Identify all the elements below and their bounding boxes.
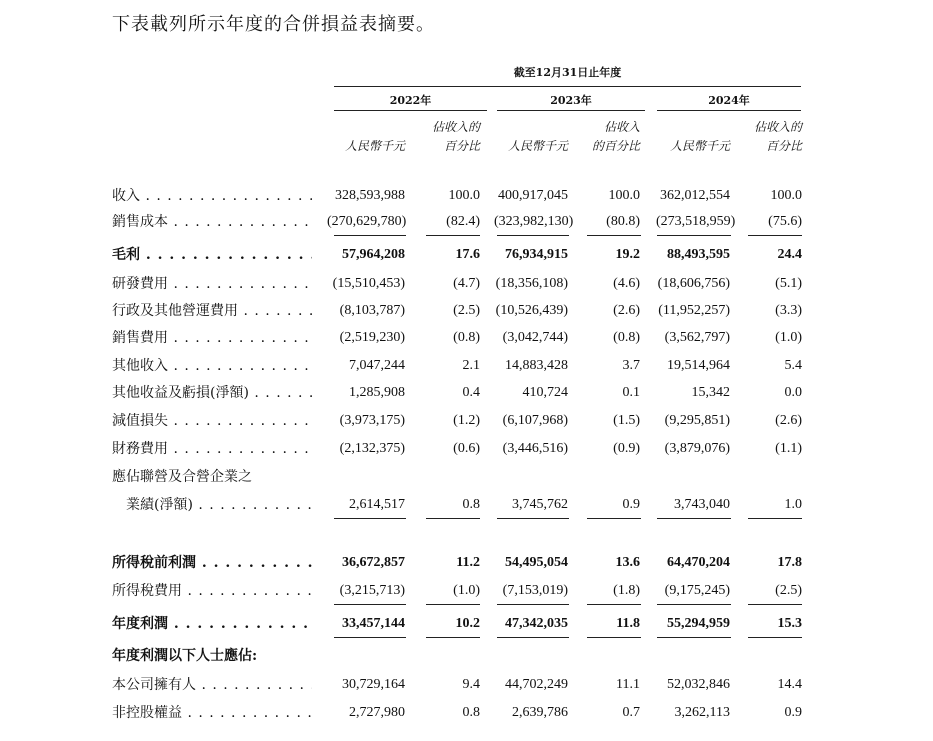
cell: (323,982,130) — [494, 214, 574, 229]
table-row — [112, 410, 812, 432]
cell: (1.8) — [613, 583, 640, 598]
total-rule — [748, 637, 802, 638]
col-head-2022-rmb: 人民幣千元 — [344, 139, 405, 153]
cell: 3,262,113 — [674, 705, 730, 720]
row-label: 年度利潤 . . . — [112, 613, 312, 635]
col-head-2024-pct: 佔收入的 百分比 — [753, 120, 802, 153]
table-row — [112, 580, 812, 602]
cell: (5.1) — [775, 276, 802, 291]
cell: (273,518,959) — [656, 214, 736, 229]
col-head-2023-pct: 佔收入 的百分比 — [591, 120, 640, 153]
total-rule — [587, 637, 641, 638]
intro-text: 下表載列所示年度的合併損益表摘要。 — [112, 14, 435, 35]
table-row — [112, 613, 812, 635]
subtotal-rule — [748, 235, 802, 236]
cell: 52,032,846 — [667, 677, 730, 692]
year-2023-rule — [497, 110, 645, 111]
cell: 19.2 — [615, 247, 640, 262]
cell: 76,934,915 — [505, 247, 568, 262]
cell: (2.5) — [453, 303, 480, 318]
cell: 47,342,035 — [505, 616, 568, 631]
total-rule — [657, 637, 731, 638]
row-label: 銷售費用 . . . — [112, 327, 312, 349]
row-label: 業績(淨額) . . . — [112, 494, 312, 516]
cell: 14.4 — [777, 677, 802, 692]
period-rule — [334, 86, 801, 87]
subtotal-rule — [497, 235, 569, 236]
col-head-2024-rmb: 人民幣千元 — [669, 139, 730, 153]
cell: (9,295,851) — [664, 413, 730, 428]
cell: 15,342 — [691, 385, 730, 400]
cell: 328,593,988 — [335, 188, 405, 203]
table-row — [112, 494, 812, 516]
subtotal-rule — [587, 235, 641, 236]
cell: (75.6) — [768, 214, 802, 229]
subtotal-rule — [334, 518, 406, 519]
subtotal-rule — [748, 518, 802, 519]
year-2022-rule — [334, 110, 487, 111]
cell: (9,175,245) — [664, 583, 730, 598]
table-row — [112, 438, 812, 460]
cell: (80.8) — [606, 214, 640, 229]
year-2024-rule — [657, 110, 801, 111]
cell: (0.6) — [453, 441, 480, 456]
cell: 0.1 — [622, 385, 640, 400]
cell: 0.9 — [622, 497, 640, 512]
table-row — [112, 702, 812, 724]
row-label: 應佔聯營及合營企業之 — [112, 469, 252, 485]
cell: (11,952,257) — [658, 303, 730, 318]
cell: 64,470,204 — [667, 555, 730, 570]
cell: (1.5) — [613, 413, 640, 428]
cell: 3,745,762 — [512, 497, 568, 512]
subtotal-rule — [657, 235, 731, 236]
table-row — [112, 355, 812, 377]
total-rule — [497, 637, 569, 638]
cell: (8,103,787) — [339, 303, 405, 318]
cell: (3.3) — [775, 303, 802, 318]
subtotal-rule — [426, 604, 480, 605]
subtotal-rule — [334, 604, 406, 605]
cell: 0.4 — [462, 385, 480, 400]
cell: (0.8) — [453, 330, 480, 345]
table-row — [112, 211, 812, 233]
cell: 2,639,786 — [512, 705, 568, 720]
subtotal-rule — [587, 518, 641, 519]
row-label: 年度利潤以下人士應佔: — [112, 648, 258, 664]
cell: 19,514,964 — [667, 358, 730, 373]
cell: (4.6) — [613, 276, 640, 291]
period-header: 截至12月31日止年度 — [513, 66, 622, 79]
cell: 2.1 — [462, 358, 480, 373]
cell: (7,153,019) — [502, 583, 568, 598]
cell: 410,724 — [522, 385, 568, 400]
cell: 14,883,428 — [505, 358, 568, 373]
row-label: 減值損失 . . . — [112, 410, 312, 432]
subtotal-rule — [587, 604, 641, 605]
cell: 5.4 — [784, 358, 802, 373]
year-2024-header: 2024年 — [708, 94, 750, 107]
cell: 55,294,959 — [667, 616, 730, 631]
table-row — [112, 327, 812, 349]
subtotal-rule — [334, 235, 406, 236]
cell: (3,042,744) — [502, 330, 568, 345]
cell: 24.4 — [777, 247, 802, 262]
cell: 100.0 — [448, 188, 480, 203]
cell: 1,285,908 — [349, 385, 405, 400]
cell: (1.0) — [775, 330, 802, 345]
cell: 9.4 — [462, 677, 480, 692]
row-label: 所得稅前利潤 . . . — [112, 552, 312, 574]
cell: 0.7 — [622, 705, 640, 720]
subtotal-rule — [748, 604, 802, 605]
col-head-2023-rmb: 人民幣千元 — [507, 139, 568, 153]
cell: 54,495,054 — [505, 555, 568, 570]
table-row — [112, 382, 812, 404]
cell: 30,729,164 — [342, 677, 405, 692]
cell: (3,562,797) — [664, 330, 730, 345]
cell: 3.7 — [622, 358, 640, 373]
row-label: 收入 . . . — [112, 185, 312, 207]
cell: 36,672,857 — [342, 555, 405, 570]
cell: (2,519,230) — [339, 330, 405, 345]
cell: (270,629,780) — [327, 214, 407, 229]
row-label: 毛利 . . . — [112, 244, 312, 266]
cell: 2,727,980 — [349, 705, 405, 720]
cell: 44,702,249 — [505, 677, 568, 692]
cell: 0.8 — [462, 497, 480, 512]
cell: 11.1 — [616, 677, 640, 692]
total-rule — [334, 637, 406, 638]
cell: 3,743,040 — [674, 497, 730, 512]
cell: (2,132,375) — [339, 441, 405, 456]
row-label: 其他收益及虧損(淨額) . . . — [112, 382, 312, 404]
table-row — [112, 300, 812, 322]
cell: (1.1) — [775, 441, 802, 456]
year-2023-header: 2023年 — [550, 94, 592, 107]
cell: 100.0 — [608, 188, 640, 203]
table-row — [112, 185, 812, 207]
cell: (18,356,108) — [495, 276, 568, 291]
row-label: 其他收入 . . . — [112, 355, 312, 377]
cell: (82.4) — [446, 214, 480, 229]
cell: (4.7) — [453, 276, 480, 291]
cell: 17.8 — [777, 555, 802, 570]
cell: 0.0 — [784, 385, 802, 400]
cell: 11.8 — [616, 616, 640, 631]
cell: (1.0) — [453, 583, 480, 598]
row-label: 本公司擁有人 . . . — [112, 674, 312, 696]
subtotal-rule — [497, 518, 569, 519]
cell: (0.9) — [613, 441, 640, 456]
col-head-2022-pct: 佔收入的 百分比 — [431, 120, 480, 153]
subtotal-rule — [657, 518, 731, 519]
row-label: 所得稅費用 . . . — [112, 580, 312, 602]
cell: 57,964,208 — [342, 247, 405, 262]
table-row — [112, 273, 812, 295]
cell: (6,107,968) — [502, 413, 568, 428]
table-row — [112, 674, 812, 696]
table-row — [112, 244, 812, 266]
cell: (3,879,076) — [664, 441, 730, 456]
total-rule — [426, 637, 480, 638]
cell: (3,973,175) — [339, 413, 405, 428]
cell: (0.8) — [613, 330, 640, 345]
cell: 15.3 — [777, 616, 802, 631]
subtotal-rule — [426, 518, 480, 519]
row-label: 財務費用 . . . — [112, 438, 312, 460]
year-2022-header: 2022年 — [389, 94, 432, 107]
cell: (15,510,453) — [332, 276, 405, 291]
table-row — [112, 552, 812, 574]
cell: 0.8 — [462, 705, 480, 720]
cell: 10.2 — [455, 616, 480, 631]
row-label: 銷售成本 . . . — [112, 211, 312, 233]
cell: 11.2 — [456, 555, 480, 570]
row-label: 非控股權益 . . . — [112, 702, 312, 724]
row-label: 行政及其他營運費用 . . . — [112, 300, 312, 322]
cell: 33,457,144 — [342, 616, 405, 631]
cell: 2,614,517 — [349, 497, 405, 512]
table-row — [112, 466, 812, 488]
subtotal-rule — [426, 235, 480, 236]
cell: 0.9 — [784, 705, 802, 720]
row-label: 研發費用 . . . — [112, 273, 312, 295]
cell: (2.6) — [613, 303, 640, 318]
cell: 400,917,045 — [498, 188, 568, 203]
table-row — [112, 645, 812, 667]
cell: (2.5) — [775, 583, 802, 598]
cell: 88,493,595 — [667, 247, 730, 262]
cell: (1.2) — [453, 413, 480, 428]
subtotal-rule — [657, 604, 731, 605]
cell: 1.0 — [784, 497, 802, 512]
cell: 7,047,244 — [349, 358, 405, 373]
cell: (18,606,756) — [657, 276, 730, 291]
subtotal-rule — [497, 604, 569, 605]
cell: (10,526,439) — [495, 303, 568, 318]
cell: 13.6 — [615, 555, 640, 570]
cell: 100.0 — [770, 188, 802, 203]
cell: (3,446,516) — [502, 441, 568, 456]
cell: (2.6) — [775, 413, 802, 428]
cell: (3,215,713) — [339, 583, 405, 598]
cell: 362,012,554 — [660, 188, 730, 203]
cell: 17.6 — [455, 247, 480, 262]
